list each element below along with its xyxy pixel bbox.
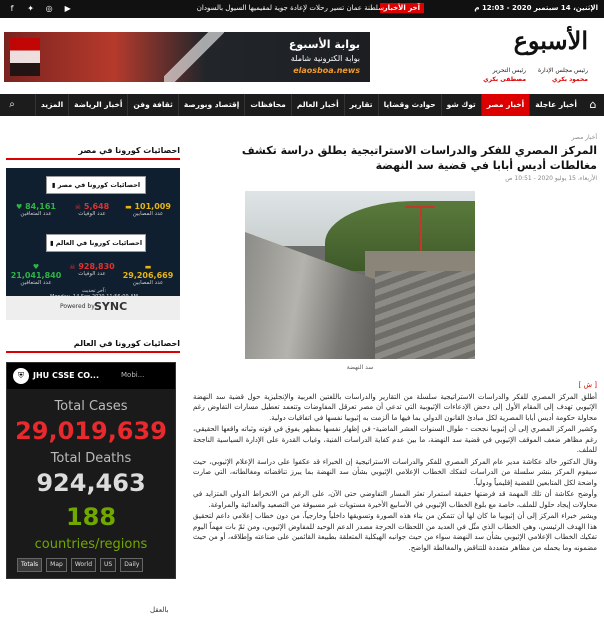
header-banner-ad[interactable] (4, 32, 370, 82)
tab-world[interactable]: World (71, 558, 96, 572)
jhu-logo-icon: ⛨ (13, 368, 29, 384)
powered-by-sync[interactable]: Powered by SYNC (6, 296, 180, 320)
banner-subtitle: بوابة الكترونية شاملة (290, 54, 360, 63)
article-headline: المركز المصري للفكر والدراسات الاستراتيجية يطلق دراسة تكشف مغالطات أديس أبابا في قضية سد النهضة (241, 144, 597, 172)
jhu-header (7, 363, 175, 389)
egypt-cases-value: 101,009 (134, 202, 171, 211)
egypt-cases-stat (120, 202, 176, 217)
tab-daily[interactable]: Daily (120, 558, 143, 572)
twitter-icon[interactable]: ✦ (27, 4, 34, 13)
total-deaths-value: 924,463 (36, 469, 146, 497)
jhu-title: JHU CSSE CO... (33, 371, 99, 380)
world-stats-button[interactable]: احصائيات كورونا في العالم ▮ (46, 234, 146, 252)
tab-map[interactable]: Map (46, 558, 67, 572)
heart-icon: ♥ (16, 203, 23, 211)
article-paragraph: وكشير المركز المصري إلى أن إثيوبيا نجحت - طوال السنوات العشر الماضية- في إظهار نفسها بمظهر يفوق في قوته وثباته واقعها الحقيقي، رغم مظاهر ضعف الموقف الإثيوبي في قضية سد النهضة، ما بين عدم كفاية الدراسات الفنية، وغياب القدرة على الإدارة السياسية الناجحة للملف. (193, 425, 597, 454)
world-corona-title: احصائيات كورونا في العالم (6, 339, 180, 353)
egypt-deaths-label: عدد الوفيات (78, 211, 106, 217)
chair-name: محمود بكري (552, 76, 588, 83)
jhu-dashboard-embed[interactable] (6, 362, 176, 579)
editor-name: مصطفى بكري (483, 76, 527, 83)
social-links (6, 3, 78, 15)
jhu-mobile-link[interactable]: Mobi... (121, 371, 145, 379)
banner-decoration (164, 32, 224, 82)
nav-item-more[interactable]: المزيد (35, 94, 68, 116)
tab-us[interactable]: US (100, 558, 116, 572)
world-deaths-label: عدد الوفيات (78, 271, 106, 277)
nav-item-world[interactable]: أخبار العالم (291, 94, 344, 116)
youtube-icon[interactable]: ▶ (64, 4, 71, 13)
site-header (0, 18, 604, 90)
last-updated: آخر تحديث: (14, 288, 174, 300)
world-cases-stat (120, 262, 176, 286)
search-icon[interactable]: ⌕ (9, 99, 15, 110)
home-icon[interactable]: ⌂ (582, 94, 604, 116)
article-header (193, 134, 597, 182)
source-tag: [ ش ] (578, 381, 597, 389)
egypt-deaths-value: 5,648 (83, 202, 110, 211)
site-logo[interactable] (478, 26, 588, 88)
egypt-recovered-value: 84,161 (25, 202, 56, 211)
chart-icon: ▮ (49, 239, 54, 247)
chart-icon: ▮ (51, 181, 56, 189)
skull-icon: ☠ (74, 203, 82, 211)
banner-title: بوابة الأسبوع (288, 38, 360, 51)
chair-title: رئيس مجلس الإدارة (537, 67, 588, 74)
world-recovered-stat (8, 262, 64, 286)
credits (458, 66, 588, 84)
bed-icon: ▬ (125, 203, 132, 211)
nav-item-breaking[interactable]: أخبار عاجلة (529, 94, 582, 116)
total-deaths-label: Total Deaths (50, 451, 132, 466)
editor-title: رئيس التحرير (492, 67, 527, 74)
total-cases-value: 29,019,639 (15, 417, 167, 445)
nav-item-governorates[interactable]: محافظات (244, 94, 290, 116)
news-ticker[interactable]: سلطنة عمان تسير رحلات لإعادة جوية لمقيميها السيول بالسودان (196, 4, 384, 12)
countries-count: 188 (65, 503, 117, 531)
facebook-icon[interactable]: f (10, 4, 14, 13)
egypt-cases-label: عدد المصابين (132, 211, 164, 217)
main-nav (0, 94, 604, 116)
logo-text: الأسبوع (513, 26, 588, 55)
article-paragraph: وأوضح عكاشة أن تلك المهمة قد فرضتها حقيقة استمرار تعثر المسار التفاوضي حتى الآن، على الرغم من الانخراط الدولي المتزايد في محاولات إيجاد حلول للملف، خاصة مع بلوغ الخطاب الإثيوبي في الأسابيع الأخيرة مستويات غير مسبوقة من التصعيد والعدائية والمراوغة. (193, 490, 597, 509)
egypt-recovered-label: عدد المتعافين (20, 211, 52, 217)
heart-icon: ♥ (32, 263, 40, 271)
nav-item-accidents[interactable]: حوادث وقضايا (378, 94, 441, 116)
egypt-corona-title: احصائيات كورونا في مصر (6, 146, 180, 160)
skull-icon: ☠ (69, 263, 76, 271)
article-date: الأربعاء، 15 يوليو 2020 - 10:51 ص (505, 175, 597, 182)
world-cases-value: 29,206,669 (122, 271, 174, 280)
nav-item-economy[interactable]: إقتصاد وبورصة (178, 94, 245, 116)
instagram-icon[interactable]: ◎ (45, 4, 53, 13)
breadcrumb[interactable]: أخبار مصر (571, 134, 597, 141)
nav-item-egypt[interactable]: أخبار مصر (481, 94, 529, 116)
world-deaths-stat (64, 262, 120, 277)
world-cases-label: عدد المصابين (132, 280, 164, 286)
top-bar (0, 0, 604, 18)
countries-label: countries/regions (34, 537, 148, 552)
tab-totals[interactable]: Totals (17, 558, 42, 572)
article-paragraph: وقال الدكتور خالد عكاشة مدير عام المركز المصري للفكر والدراسات الاستراتيجية إن الخبراء قد عكفوا على دراسة الإعلام الإثيوبي، حيث سيقوم المركز بنشر سلسلة من الدراسات لتفكك الخطاب الإعلامي الإثيوبي بشأن سد النهضة بما يبرز تناقضاته ومغالطاته، التي صارت واضحة لكل المتابعين للقضية إقليمياً ودولياً. (193, 457, 597, 487)
world-recovered-value: 21,041,840 (10, 271, 62, 280)
world-recovered-label: عدد المتعافين (20, 280, 52, 286)
current-date: الإثنين، 14 سبتمبر 2020 - 12:03 م (474, 4, 598, 12)
nav-item-talkshow[interactable]: توك شو (441, 94, 481, 116)
bed-icon: ▬ (144, 263, 152, 271)
nav-item-culture[interactable]: ثقافة وفن (127, 94, 177, 116)
egypt-recovered-stat (8, 202, 64, 217)
total-cases-label: Total Cases (54, 399, 128, 414)
banner-url: elaosboa.news (293, 66, 360, 75)
article-body (193, 380, 597, 554)
sidebar-more-label: بالعقل (150, 606, 169, 614)
nav-item-reports[interactable]: تقارير (344, 94, 378, 116)
egypt-stats-button[interactable]: احصائيات كورونا في مصر ▮ (46, 176, 146, 194)
egypt-deaths-stat (64, 202, 120, 217)
jhu-tabs (17, 558, 167, 572)
world-deaths-value: 928,830 (78, 262, 115, 271)
nav-item-sports[interactable]: أخبار الرياضة (68, 94, 127, 116)
article-photo (245, 191, 475, 359)
article-paragraph: ويشير خبراء المركز إلى أن إثيوبيا ما كان لها أن تتمكن من بناء هذه الصورة وتسويقها داخلياً وخارجياً، من دون خطاب إعلامي داعم لتحقيق هذا الهدف الرئيسي، وهي الخطاب الذي مثّل في العديد من اللحظات الحرجة مصدر الدعم الوحيد للمفاوض الإثيوبي، ومن ثمّ بات مهماً اليوم تفكيك الخطاب الإعلامي الإثيوبي بشأن سد النهضة سواء من حيث جوانبه الهيكلية المتعلقة بطبيعة القائمين على صناعته وإطلاقه، أو من حيث مضمونه وما يحمله من مظاهر متعددة للتناقض والمغالطة الواضح. (193, 512, 597, 552)
egypt-flag-image (10, 38, 40, 76)
sync-logo: SYNC (94, 300, 128, 313)
latest-news-label[interactable]: آخر الأخبار (380, 3, 424, 13)
photo-caption: سد النهضة (346, 364, 374, 371)
article-paragraph: أطلق المركز المصري للفكر والدراسات الاستراتيجية سلسلة من التقارير والدراسات باللغتين العربية والإنجليزية حول قضية سد النهضة الإثيوبي تهدف إلى المقام الأول إلى دحض الإدعاءات الإثيوبية التي تدعي أن مصر تعرقل المفاوضات وتتعمد تعطيل مسارات التفاوض رغم محاولة حكومة أديس أبابا المصرية لكل مبادئ القانون الدولي بما فيها ما ألزمت به إثيوبيا نفسها في اتفاقيات دولية. (193, 392, 597, 422)
